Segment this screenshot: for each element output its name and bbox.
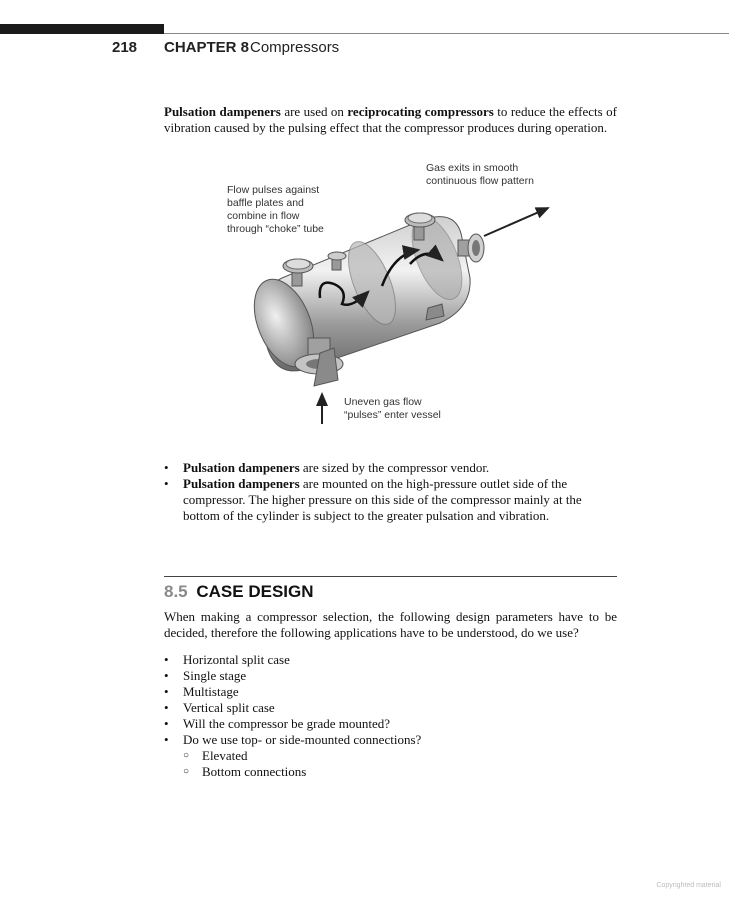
- section-title: CASE DESIGN: [196, 582, 314, 601]
- gas-exits-label: Gas exits in smooth continuous flow pattern: [426, 162, 534, 187]
- section-intro-paragraph: When making a compressor selection, the following design parameters have to be decided, therefore the following applications have to be understood, do we use?: [164, 609, 617, 640]
- intro-text-1: are used on: [280, 104, 348, 119]
- section-rule: [164, 576, 617, 577]
- outlet-flow-arrow: [484, 208, 548, 236]
- design-parameter-bullets: [164, 652, 617, 780]
- list-item: • Single stage: [164, 668, 247, 683]
- flow-pulses-label: Flow pulses against baffle plates and combine in flow through “choke” tube: [227, 184, 324, 235]
- intro-term-reciprocating-compressors: reciprocating compressors: [347, 104, 494, 119]
- chapter-title: Compressors: [250, 39, 340, 56]
- intro-term-pulsation-dampeners: Pulsation dampeners: [164, 104, 281, 119]
- sub-list-item: ○ Bottom connections: [183, 764, 307, 779]
- dampener-bullets: [164, 460, 617, 524]
- list-item: • Will the compressor be grade mounted?: [164, 716, 391, 731]
- pulsation-dampener-figure: [222, 158, 562, 428]
- list-item: • Pulsation dampeners are mounted on the high-pressure outlet side of the compressor. The higher pressure on this side of the compressor mainly at the bottom of the cylinder is subject to the greater pulsation and vibration.: [164, 476, 582, 523]
- header-rule: [164, 33, 729, 34]
- intro-paragraph: [164, 104, 617, 136]
- list-item: • Vertical split case: [164, 700, 275, 715]
- copyright-notice: Copyrighted material: [656, 882, 721, 889]
- header-black-bar: [0, 24, 164, 34]
- list-item: • Multistage: [164, 684, 239, 699]
- list-item: • Horizontal split case: [164, 652, 290, 667]
- page-number: 218: [112, 39, 138, 56]
- list-item: • Pulsation dampeners are sized by the compressor vendor.: [164, 460, 490, 475]
- list-item: • Do we use top- or side-mounted connections? ○ Elevated ○ Bottom connections: [164, 732, 617, 780]
- uneven-flow-label: Uneven gas flow “pulses” enter vessel: [344, 396, 441, 421]
- section-number: 8.5: [164, 582, 188, 601]
- intro-text-2: to reduce the effects of vibration caused by the pulsing effect that the compressor produces during operation.: [164, 104, 617, 135]
- chapter-label: CHAPTER 8: [164, 39, 250, 56]
- section-heading: [164, 582, 314, 602]
- sub-list-item: ○ Elevated: [183, 748, 248, 763]
